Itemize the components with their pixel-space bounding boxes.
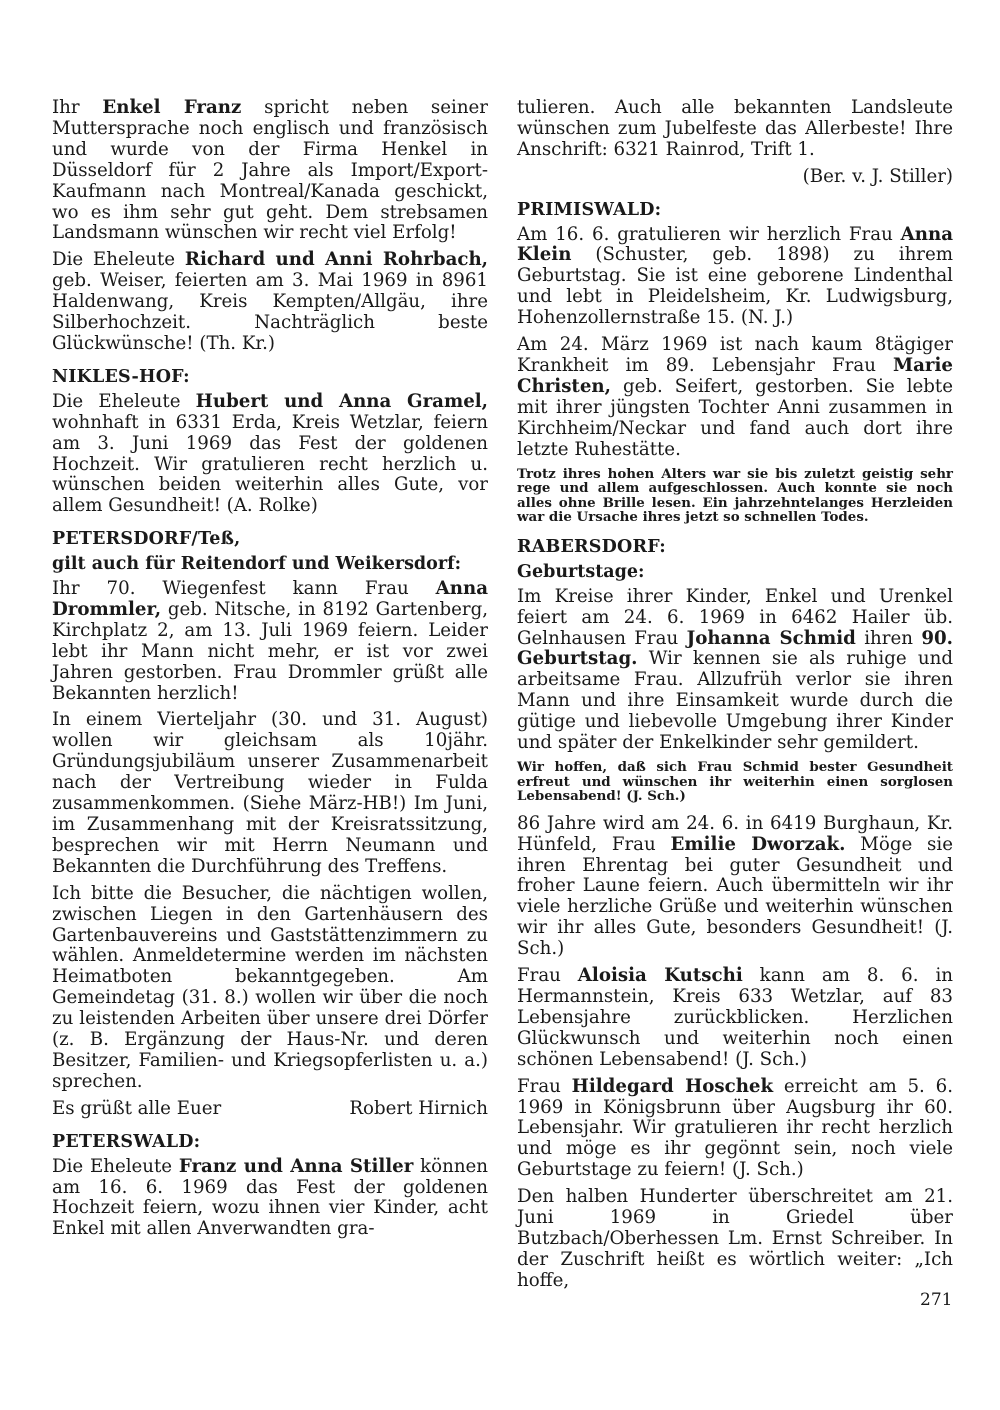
text-run: Die Eheleute [52, 1155, 179, 1177]
text-run: Die Eheleute [52, 390, 196, 412]
small-print-paragraph: Trotz ihres hohen Alters war sie bis zuletzt geistig sehr rege und allem aufgeschlossen. Auch konnte sie noch alles ohne Brille lesen. Ein jahrzehntelanges Herzleiden war die Ursache ihres jetzt so schnellen Todes. [517, 465, 953, 526]
paragraph [517, 98, 953, 161]
bold-name: Hildegard Hoschek [571, 1075, 774, 1097]
paragraph [52, 98, 488, 244]
bold-name: Marie Christen, [517, 354, 953, 397]
paragraph [52, 579, 488, 704]
paragraph [517, 966, 953, 1071]
text-run: (Schuster, geb. 1898) zu ihrem Geburtstag. Sie ist eine geborene Lindenthal und lebt in Pleidelsheim, Kr. Ludwigsburg, Hohenzollernstraße 15. (N. J.) [517, 244, 953, 329]
bold-name: Anna Drommler, [52, 578, 488, 620]
paragraph [517, 225, 953, 330]
sub-heading: gilt auch für Reitendorf und Weikersdorf: [52, 554, 462, 575]
page-number: 271 [920, 1290, 953, 1310]
bold-name: Richard und Anni Rohrbach, [184, 249, 489, 271]
text-run: geb. Seifert, gestorben. Sie lebte mit ihrer jüngsten Tochter Anni zusammen in Kirchheim/Neckar und fand auch dort ihre letzte Ruhestätte. [517, 375, 953, 460]
text-run: können am 16. 6. 1969 das Fest der goldenen Hochzeit feiern, wozu ihnen vier Kinder, acht Enkel mit allen Anverwandten gra- [52, 1155, 489, 1240]
bold-name: Franz und Anna Stiller [178, 1155, 414, 1177]
bold-name: Emilie Dworzak. [670, 833, 846, 855]
text-run: Ihr [52, 97, 103, 118]
sub-heading: Geburtstage: [517, 561, 645, 582]
text-run: Wir kennen sie als ruhige und arbeitsame Frau. Allzufrüh verlor sie ihren Mann und ihre Einsamkeit wurde durch die gütige und liebevolle Umgebung ihrer Kinder und später der Enkelkinder sehr gemildert. [517, 648, 953, 754]
paragraph [517, 1077, 953, 1182]
small-print-paragraph: Wir hoffen, daß sich Frau Schmid bester Gesundheit erfreut und wünschen ihr weiterhin einen sorglosen Lebensabend! (J. Sch.) [517, 758, 953, 805]
paragraph [517, 1187, 953, 1292]
section-heading: RABERSDORF: [517, 536, 666, 557]
signature-name: Robert Hirnich [349, 1097, 488, 1119]
text-run: In einem Vierteljahr (30. und 31. August) wollen wir gleichsam als 10jähr. Gründungsjubiläum unserer Zusammenarbeit nach der Vertreibung wieder in Fulda zusammenkommen. (Siehe März-HB!) Im Juni, im Zusammenhang mit der Kreisratssitzung, besprechen wir mit Herrn Neumann und Bekannten die Durchführung des Treffens. [52, 709, 488, 877]
paragraph [52, 884, 488, 1093]
bold-name: Enkel Franz [102, 97, 242, 118]
paragraph [517, 335, 953, 460]
text-run: kann am 8. 6. in Hermannstein, Kreis 633 Wetzlar, auf 83 Lebensjahre zurückblicken. Herzlichen Glückwunsch und weiterhin noch einen schönen Lebensabend! (J. Sch.) [517, 965, 953, 1070]
text-run: Möge sie ihren Ehrentag bei guter Gesundheit und froher Laune feiern. Auch übermitteln wir ihr viele herzliche Grüße und weiterhin wünschen wir ihr alles Gute, besonders Gesundheit! (J. Sch.) [517, 833, 953, 960]
bold-name: Aloisia Kutschi [577, 965, 743, 987]
text-run: geb. Nitsche, in 8192 Gartenberg, Kirchplatz 2, am 13. Juli 1969 feiern. Leider lebt ihr Mann nicht mehr, er ist vor zwei Jahren gestorben. Frau Drommler grüßt alle Bekannten herzlich! [52, 598, 488, 704]
text-run: Frau [517, 1075, 572, 1097]
signature-greeting: Es grüßt alle Euer [52, 1097, 222, 1119]
text-run: Ihr 70. Wiegenfest kann Frau [52, 578, 436, 600]
paragraph [52, 1157, 488, 1241]
section-heading: PRIMISWALD: [517, 199, 662, 220]
bold-name: 90. Geburtstag. [517, 627, 953, 670]
bold-name: Hubert und Anna Gramel, [195, 390, 489, 412]
text-run: geb. Weiser, feierten am 3. Mai 1969 in 8961 Haldenwang, Kreis Kempten/Allgäu, ihre Silberhochzeit. Nachträglich beste Glückwünsche! (Th. Kr.) [52, 270, 488, 354]
text-run: Den halben Hunderter überschreitet am 21. Juni 1969 in Griedel über Butzbach/Oberhessen Lm. Ernst Schreiber. In der Zuschrift heißt es wörtlich weiter: „Ich hoffe, [517, 1186, 953, 1291]
bold-name: Anna Klein [517, 223, 953, 266]
text-run: Im Kreise ihrer Kinder, Enkel und Urenkel feiert am 24. 6. 1969 in 6462 Hailer üb. Gelnhausen Frau [517, 585, 953, 649]
text-run: erreicht am 5. 6. 1969 in Königsbrunn über Augsburg ihr 60. Lebensjahr. Wir gratulieren ihr recht herzlich und möge es ihr gegönnt sein, noch viele Geburtstage zu feiern! (J. Sch.) [517, 1075, 953, 1181]
paragraph [517, 814, 953, 960]
paragraph [52, 392, 488, 517]
paragraph [52, 710, 488, 877]
section-heading: NIKLES-HOF: [52, 366, 190, 387]
text-run: ihren [855, 627, 922, 649]
text-run: Frau [517, 965, 578, 987]
text-run: Am 16. 6. gratulieren wir herzlich Frau [517, 223, 901, 245]
text-run: Am 24. März 1969 ist nach kaum 8tägiger Krankheit im 89. Lebensjahr Frau [517, 334, 953, 376]
attribution: (Ber. v. J. Stiller) [802, 165, 953, 187]
bold-name: Johanna Schmid [686, 627, 856, 649]
paragraph [517, 587, 953, 754]
text-run: Ich bitte die Besucher, die nächtigen wollen, zwischen Liegen in den Gartenhäusern des Gartenbauvereins und Gaststättenzimmern zu wählen. Anmeldetermine werden im nächsten Heimatboten bekanntgegeben. Am Gemeindetag (31. 8.) wollen wir über die noch zu leistenden Arbeiten über unsere drei Dörfer (z. B. Ergänzung der Haus-Nr. und deren Besitzer, Familien- und Kriegsopferlisten u. a.) sprechen. [52, 882, 488, 1092]
text-run: spricht neben seiner Muttersprache noch englisch und französisch und wurde von der Firma Henkel in Düsseldorf für 2 Jahre als Import/Export-Kaufmann nach Montreal/Kanada geschickt, wo es ihm sehr gut geht. Dem strebsamen Landsmann wünschen wir recht viel Erfolg! [52, 97, 489, 244]
text-run: tulieren. Auch alle bekannten Landsleute wünschen zum Jubelfeste das Allerbeste! Ihre Anschrift: 6321 Rainrod, Trift 1. [517, 97, 953, 160]
right-column [517, 98, 953, 1298]
section-heading: PETERSWALD: [52, 1131, 201, 1152]
text-run: 86 Jahre wird am 24. 6. in 6419 Burghaun, Kr. Hünfeld, Frau [517, 812, 953, 855]
section-heading: PETERSDORF/Teß, [52, 529, 241, 550]
paragraph [52, 250, 488, 355]
signature-line [52, 1099, 488, 1120]
text-run: wohnhaft in 6331 Erda, Kreis Wetzlar, feiern am 3. Juni 1969 das Fest der goldenen Hochzeit. Wir gratulieren recht herzlich u. wünschen beiden weiterhin alles Gute, vor allem Gesundheit! (A. Rolke) [52, 411, 488, 517]
text-run: Die Eheleute [52, 249, 185, 271]
left-column [52, 98, 488, 1246]
